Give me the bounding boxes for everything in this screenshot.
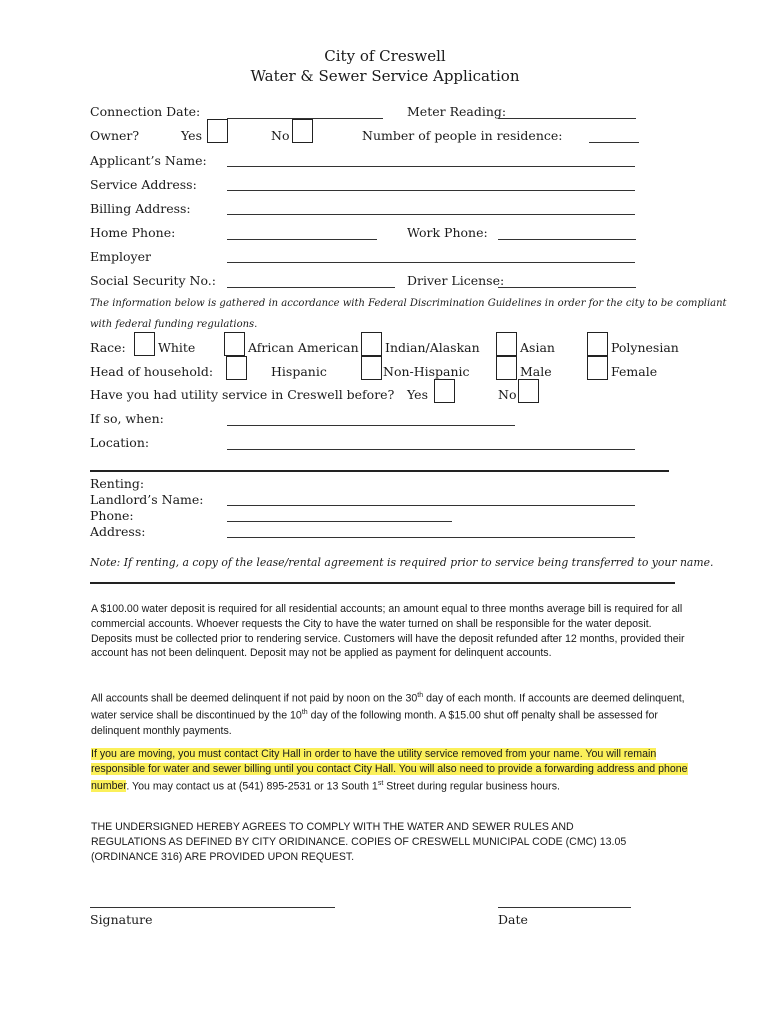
hispanic-label: Hispanic [271,364,327,379]
race-asian-checkbox[interactable] [496,332,517,356]
head-of-household-label: Head of household: [90,364,214,379]
driver-license-label: Driver License: [407,273,505,288]
delinquent-sup2: th [301,709,308,717]
prior-service-when-label: If so, when: [90,411,164,426]
renting-title: Renting: [90,476,145,491]
race-african-american-checkbox[interactable] [224,332,245,356]
applicant-name-label: Applicant’s Name: [90,153,207,168]
landlord-name-label: Landlord’s Name: [90,492,204,507]
home-phone-field[interactable] [227,239,377,240]
people-in-residence-label: Number of people in residence: [362,128,563,143]
form-subtitle: Water & Sewer Service Application [250,67,520,85]
form-title: City of Creswell [324,47,446,65]
prior-service-no-checkbox[interactable] [518,379,539,403]
discrimination-note-line2: with federal funding regulations. [90,319,258,330]
work-phone-field[interactable] [498,239,636,240]
delinquent-text-part3: day of the following month. A $15.00 shut off penalty shall be assessed for delinquent monthly payments. [91,709,658,737]
signature-label: Signature [90,912,153,927]
agreement-line-3: (ORDINANCE 316) ARE PROVIDED UPON REQUEST. [91,851,355,863]
race-polynesian-checkbox[interactable] [587,332,608,356]
work-phone-label: Work Phone: [407,225,488,240]
moving-sup: st [377,779,384,787]
female-label: Female [611,364,658,379]
landlord-phone-field[interactable] [227,521,452,522]
race-asian-label: Asian [520,340,555,355]
owner-yes-label: Yes [181,128,202,143]
section-divider-2 [90,582,675,584]
deposit-paragraph: A $100.00 water deposit is required for all residential accounts; an amount equal to three months average bill is required for all commercial accounts. Whoever requests the City to have the water turned on shall be responsible for the water deposit. Deposits must be collected prior to rendering service. Customers will have the deposit refunded after 12 months, provided their account has not been delinquent. Deposit may not be applied as payment for delinquent accounts. [91,603,685,660]
service-address-label: Service Address: [90,177,197,192]
delinquent-text-part2: day of each month. If accounts are deemed delinquent, water service shall be discontinued by the 10 [91,692,685,722]
prior-service-no-label: No [498,387,517,402]
race-label: Race: [90,340,126,355]
landlord-name-field[interactable] [227,505,635,506]
owner-label: Owner? [90,128,140,143]
prior-service-yes-label: Yes [407,387,428,402]
section-divider-1 [90,470,669,472]
employer-label: Employer [90,249,151,264]
home-phone-label: Home Phone: [90,225,176,240]
agreement-line-1: THE UNDERSIGNED HEREBY AGREES TO COMPLY WITH THE WATER AND SEWER RULES AND [91,821,574,833]
race-indian-alaskan-label: Indian/Alaskan [385,340,480,355]
delinquent-paragraph [91,689,691,738]
prior-service-location-field[interactable] [227,449,635,450]
agreement-line-2: REGULATIONS AS DEFINED BY CITY ORIDINANCE. COPIES OF CRESWELL MUNICIPAL CODE (CMC) 13.05 [91,836,627,848]
female-checkbox[interactable] [587,356,608,380]
meter-reading-label: Meter Reading: [407,104,507,119]
moving-contact-text: . You may contact us at (541) 895-2531 or 13 South 1 [126,780,378,793]
applicant-name-field[interactable] [227,166,635,167]
landlord-phone-label: Phone: [90,508,134,523]
non-hispanic-label: Non-Hispanic [383,364,470,379]
race-polynesian-label: Polynesian [611,340,679,355]
male-label: Male [520,364,552,379]
connection-date-label: Connection Date: [90,104,201,119]
race-african-american-label: African American [248,340,359,355]
date-label: Date [498,912,528,927]
race-white-checkbox[interactable] [134,332,155,356]
moving-contact-text-end: Street during regular business hours. [383,780,560,793]
delinquent-text-part1: All accounts shall be deemed delinquent if not paid by noon on the 30 [91,692,418,705]
owner-yes-checkbox[interactable] [207,119,228,143]
owner-no-label: No [271,128,290,143]
ssn-label: Social Security No.: [90,273,216,288]
owner-no-checkbox[interactable] [292,119,313,143]
prior-service-location-label: Location: [90,435,150,450]
race-indian-alaskan-checkbox[interactable] [361,332,382,356]
prior-service-question: Have you had utility service in Creswell before? [90,387,395,402]
male-checkbox[interactable] [496,356,517,380]
discrimination-note-line1: The information below is gathered in accordance with Federal Discrimination Guidelines in order for the city to be compliant [90,298,727,309]
moving-highlighted-text: If you are moving, you must contact City Hall in order to have the utility service removed from your name. You will remain responsible for water and sewer billing until you contact City Hall. You will also need to provide a forwarding address and phone number [91,748,688,793]
signature-field[interactable] [90,907,335,908]
prior-service-yes-checkbox[interactable] [434,379,455,403]
service-address-field[interactable] [227,190,635,191]
meter-reading-field[interactable] [498,118,636,119]
landlord-address-label: Address: [90,524,146,539]
ssn-field[interactable] [227,287,395,288]
hispanic-checkbox[interactable] [226,356,247,380]
driver-license-field[interactable] [498,287,636,288]
date-field[interactable] [498,907,631,908]
prior-service-when-field[interactable] [227,425,515,426]
race-white-label: White [158,340,196,355]
non-hispanic-checkbox[interactable] [361,356,382,380]
moving-paragraph [91,747,691,794]
billing-address-field[interactable] [227,214,635,215]
people-in-residence-field[interactable] [589,142,639,143]
employer-field[interactable] [227,262,635,263]
landlord-address-field[interactable] [227,537,635,538]
billing-address-label: Billing Address: [90,201,191,216]
renting-note: Note: If renting, a copy of the lease/rental agreement is required prior to service being transferred to your name. [90,556,714,569]
delinquent-sup1: th [417,692,424,699]
